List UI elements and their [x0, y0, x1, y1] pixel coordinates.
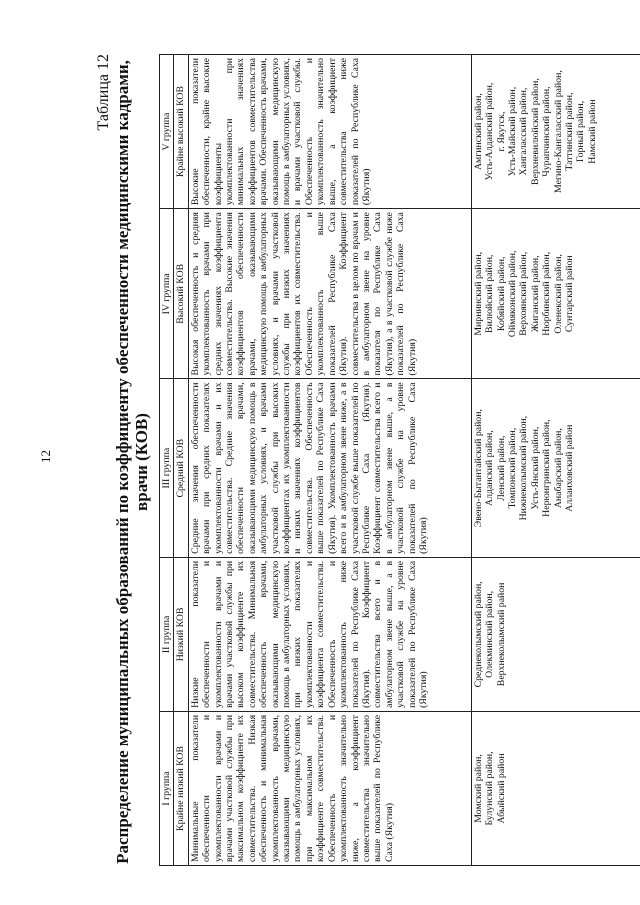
district-item: Анабарский район, [552, 428, 564, 509]
level-header-5: Крайне высокий КОВ [174, 55, 188, 209]
district-item: Алданский район, [484, 430, 496, 506]
district-item: Верхоянский район, [518, 251, 530, 336]
level-header-2: Низкий КОВ [174, 557, 188, 711]
district-item: Эвено-Бытантайский район, [472, 409, 484, 528]
page-number: 12 [38, 450, 53, 463]
district-item: Оймяконский район, [507, 250, 519, 338]
group-description-2: Низкие показатели обеспеченности и укомплектованности врачами и врачами участковой службы при высоком коэффициенте их совместительства. Минимальная обеспеченность врачами, оказывающими медицинскую помощь в амбулаторных условиях, при низких показателях укомплектованности и коэффициента совместительства. Обеспеченность и укомплектованность ниже показателей по Республике Саха (Якутия). Коэффициент совместительства всего и в амбулаторном звене выше, а в участковой службе на уровне показателей по Республике Саха (Якутия) [188, 557, 471, 711]
districts-row [471, 55, 640, 866]
group-header-1: I группа [160, 711, 174, 865]
group-header-3: III группа [160, 379, 174, 557]
group-description-3: Средние значения обеспеченности врачами при средних показателях укомплектованности врачами и их совместительства. Средние значения обеспеченности врачами, оказывающими медицинскую помощь в амбулаторных условиях, и врачами участковой службы при высоких коэффициентах их укомплектованности и низких значениях коэффициентов совместительства. Обеспеченность выше показателей по Республике Саха (Якутия). Укомплектованность врачами всего и в амбулаторном звене ниже, а в участковой службе выше показателей по Республике Саха (Якутия). Коэффициент совместительства всего и в амбулаторном звене выше, а в участковой службе на уровне показателей по Республике Саха (Якутия) [188, 379, 471, 557]
district-item: Жиганский район, [529, 255, 541, 333]
rotated-page-content [93, 52, 613, 872]
district-item: Мегино-Кангаласский район, [552, 70, 564, 193]
district-item: Таттинский район, [564, 92, 576, 171]
group-header-5: V группа [160, 55, 174, 209]
group-description-4: Высокая обеспеченность и средняя укомплектованность врачами при средних значениях коэффициента совместительства. Высокие значения коэффициентов обеспеченности врачами, оказывающими медицинскую помощь в амбулаторных условиях, и врачами участковой службы при низких значениях коэффициентов их совместительства. Обеспеченность и укомплектованность выше показателей Республике Саха (Якутия). Коэффициент совместительства в целом по врачам и в амбулаторном звене на уровне показателя по Республике Саха (Якутия), а в участковой службе ниже показателей по Республике Саха (Якутия) [188, 209, 471, 379]
district-item: Сунтарский район [564, 255, 576, 333]
district-item: Кобяйский район, [495, 256, 507, 332]
group-description-5: Высокие показатели обеспеченности, крайне высокие коэффициенты укомплектованности при минимальных значениях коэффициентов совместительства врачами. Обеспеченность врачами, оказывающими медицинскую помощь в амбулаторных условиях, и врачами участковой службы. Обеспеченность и укомплектованность значительно выше, а коэффициент совместительства ниже показателей по Республике Саха (Якутия) [188, 55, 471, 209]
district-item: Булунский район, [484, 751, 496, 826]
district-list-3 [471, 379, 640, 557]
district-item: Хангаласский район, [518, 87, 530, 176]
district-item: Нижнеколымский район, [518, 415, 530, 521]
district-item: Верхневилюйский район, [529, 78, 541, 185]
district-item: Амгинский район, [472, 93, 484, 171]
district-item: Аллаиховский район [564, 424, 576, 512]
district-item: Усть-Майский район, [507, 86, 519, 177]
district-item: Усть-Янский район, [529, 426, 541, 510]
distribution-table [159, 54, 640, 866]
district-item: Абыйский район [495, 753, 507, 824]
header-row-groups [160, 55, 174, 866]
district-item: Горный район, [575, 100, 587, 163]
level-header-3: Средний КОВ [174, 379, 188, 557]
district-item: Оленекский район, [552, 254, 564, 334]
district-item: Момский район, [472, 754, 484, 823]
level-header-1: Крайне низкий КОВ [174, 711, 188, 865]
district-list-2 [471, 557, 640, 711]
group-description-1: Минимальные показатели обеспеченности и укомплектованности врачами и врачами участковой службы при максимальном коэффициенте их совместительства. Низкая обеспеченность и минимальная укомплектованность врачами, оказывающими медицинскую помощь в амбулаторных условиях, при максимальном их коэффициенте совместительства. Обеспеченность и укомплектованность значительно ниже, а коэффициент совместительства значительно выше показателей по Республике Саха (Якутия) [188, 711, 471, 865]
district-item: Нерюнгринский район, [541, 419, 553, 517]
district-item: Усть-Алданский район, [484, 82, 496, 181]
district-item: Ленский район, [495, 435, 507, 501]
district-item: Среднеколымский район, [472, 581, 484, 688]
group-header-2: II группа [160, 557, 174, 711]
district-item: Томпонский район, [507, 427, 519, 509]
district-item: Мирнинский район, [472, 251, 484, 336]
district-item: Верхнеколымский район [495, 582, 507, 687]
district-item: Олекминский район, [484, 590, 496, 678]
table-label: Таблица 12 [95, 54, 112, 131]
group-header-4: IV группа [160, 209, 174, 379]
district-list-5 [471, 55, 640, 209]
description-row [188, 55, 471, 866]
district-item: г. Якутск, [495, 111, 507, 152]
district-item: Намский район [586, 99, 598, 164]
district-list-1 [471, 711, 640, 865]
level-header-4: Высокий КОВ [174, 209, 188, 379]
table-title [113, 52, 151, 872]
district-list-4 [471, 209, 640, 379]
district-item: Нюрбинский район, [541, 251, 553, 336]
header-row-levels [174, 55, 188, 866]
title-line-1: Распределение муниципальных образований по коэффициенту обеспеченности медицинскими кадрами, [113, 60, 132, 864]
title-line-2: врачи (КОВ) [132, 413, 151, 511]
district-item: Чурапчинский район, [541, 86, 553, 177]
district-item: Вилюйский район, [484, 254, 496, 333]
